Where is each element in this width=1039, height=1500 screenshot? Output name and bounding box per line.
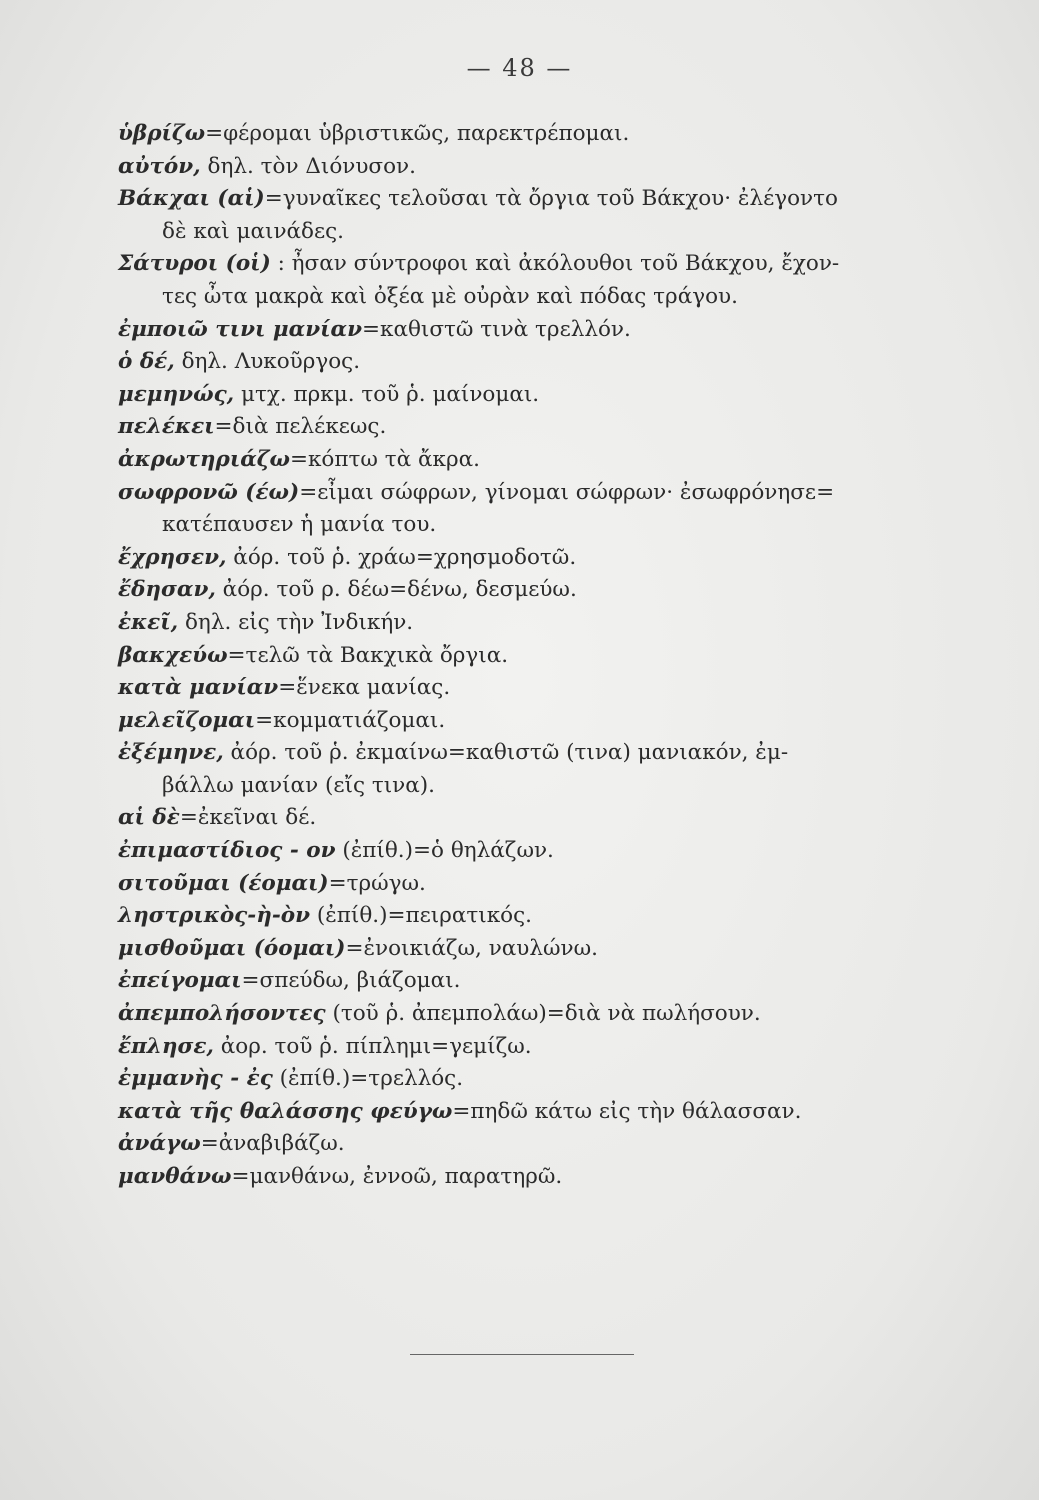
headword: ἐμμανὴς - ἐς — [118, 1066, 273, 1092]
glossary-entry — [118, 118, 974, 151]
headword: μεμηνώς, — [118, 381, 235, 407]
glossary-entry — [118, 737, 974, 802]
headword: ἀνάγω — [118, 1131, 201, 1157]
headword: Βάκχαι (αἱ) — [118, 186, 265, 212]
definition: =σπεύδω, βιάζομαι. — [241, 968, 461, 994]
headword: σιτοῦμαι (έομαι) — [118, 870, 329, 896]
glossary-entry — [118, 248, 974, 313]
headword: ἐπείγομαι — [118, 968, 242, 994]
footer-rule — [410, 1354, 634, 1355]
definition: =μανθάνω, ἐννοῶ, παρατηρῶ. — [231, 1164, 563, 1189]
headword: ἔδησαν, — [118, 577, 216, 603]
glossary-entry — [118, 900, 974, 933]
definition: δηλ. Λυκοῦργος. — [174, 349, 361, 375]
headword: ἀκρωτηριάζω — [118, 446, 290, 472]
headword: ληστρικὸς-ὴ-ὸν — [118, 903, 311, 929]
glossary-entry — [118, 640, 974, 673]
glossary-entry — [118, 933, 974, 966]
headword: σωφρονῶ (έω) — [118, 479, 300, 505]
glossary-entry — [118, 965, 974, 998]
glossary-entry — [118, 1161, 974, 1194]
glossary-entry — [118, 542, 974, 575]
definition: =κομματιάζομαι. — [255, 707, 446, 733]
definition: ἀόρ. τοῦ ρ. δέω=δένω, δεσμεύω. — [215, 577, 577, 603]
glossary-entry — [118, 705, 974, 738]
headword: ἐπιμαστίδιος - ον — [118, 838, 336, 864]
glossary-entry — [118, 835, 974, 868]
definition: =ἕνεκα μανίας. — [278, 675, 451, 701]
definition: =διὰ πελέκεως. — [214, 414, 387, 440]
headword: πελέκει — [118, 414, 215, 440]
headword: κατὰ μανίαν — [118, 675, 279, 701]
glossary-entry — [118, 411, 974, 444]
glossary-entry — [118, 151, 974, 184]
headword: βακχεύω — [118, 642, 228, 668]
definition: =τρώγω. — [328, 870, 426, 896]
definition: =φέρομαι ὑβριστικῶς, παρεκτρέπομαι. — [205, 121, 630, 146]
headword: ὁ δέ, — [118, 349, 175, 375]
glossary-entry — [118, 346, 974, 379]
headword: ἐκεῖ, — [118, 609, 179, 635]
definition: δηλ. τὸν Διόνυσον. — [200, 153, 416, 179]
headword: μανθάνω — [118, 1164, 232, 1189]
glossary-entry — [118, 379, 974, 412]
headword: ἐξέμηνε, — [118, 740, 224, 766]
headword: αὐτόν, — [118, 153, 201, 179]
glossary-entry — [118, 672, 974, 705]
definition: =πηδῶ κάτω εἰς τὴν θάλασσαν. — [452, 1098, 802, 1124]
glossary-entry — [118, 314, 974, 347]
headword: ἐμποιῶ τινι μανίαν — [118, 316, 362, 342]
glossary-entry — [118, 998, 974, 1031]
definition-continuation: τες ὦτα μακρὰ καὶ ὀξέα μὲ οὐρὰν καὶ πόδας τράγου. — [162, 283, 738, 309]
definition: =γυναῖκες τελοῦσαι τὰ ὄργια τοῦ Βάκχου· ἐλέγοντο — [264, 186, 838, 212]
definition: =ἐνοικιάζω, ναυλώνω. — [345, 935, 598, 961]
glossary-entry — [118, 868, 974, 901]
glossary-entry — [118, 607, 974, 640]
headword: ἔχρησεν, — [118, 544, 227, 570]
definition: =καθιστῶ τινὰ τρελλόν. — [362, 316, 631, 342]
headword: μελεῖζομαι — [118, 707, 256, 733]
definition: ἀορ. τοῦ ῥ. πίπλημι=γεμίζω. — [213, 1033, 532, 1059]
definition: =εἶμαι σώφρων, γίνομαι σώφρων· ἐσωφρόνησε= — [299, 479, 835, 505]
glossary-entry — [118, 1096, 974, 1129]
definition: (ἐπίθ.)=τρελλός. — [272, 1066, 464, 1092]
glossary-entry — [118, 1031, 974, 1064]
definition: =ἐκεῖναι δέ. — [179, 805, 317, 831]
glossary-list — [118, 118, 974, 1194]
definition: (ἐπίθ.)=πειρατικός. — [310, 903, 532, 929]
definition: : ἦσαν σύντροφοι καὶ ἀκόλουθοι τοῦ Βάκχου, ἔχον- — [270, 251, 840, 277]
definition-continuation: δὲ καὶ μαινάδες. — [162, 218, 345, 244]
definition: δηλ. εἰς τὴν Ἰνδικήν. — [178, 609, 414, 635]
definition: =κόπτω τὰ ἄκρα. — [289, 446, 480, 472]
glossary-entry — [118, 574, 974, 607]
headword: Σάτυροι (οἱ) — [118, 251, 271, 277]
glossary-entry — [118, 444, 974, 477]
glossary-entry — [118, 1128, 974, 1161]
glossary-entry — [118, 1063, 974, 1096]
definition: =τελῶ τὰ Βακχικὰ ὄργια. — [227, 642, 509, 668]
definition-continuation: κατέπαυσεν ἡ μανία του. — [162, 512, 437, 538]
definition: =ἀναβιβάζω. — [200, 1131, 345, 1157]
glossary-entry — [118, 183, 974, 248]
definition: (ἐπίθ.)=ὁ θηλάζων. — [335, 838, 554, 864]
headword: ἔπλησε, — [118, 1033, 214, 1059]
definition: μτχ. πρκμ. τοῦ ῥ. μαίνομαι. — [234, 381, 540, 407]
headword: ἀπεμπολήσοντες — [118, 1001, 326, 1027]
definition: ἀόρ. τοῦ ῥ. ἐκμαίνω=καθιστῶ (τινα) μανιακόν, ἐμ- — [223, 740, 789, 766]
glossary-entry — [118, 477, 974, 542]
definition: ἀόρ. τοῦ ῥ. χράω=χρησμοδοτῶ. — [226, 544, 577, 570]
definition-continuation: βάλλω μανίαν (εἴς τινα). — [162, 772, 435, 798]
definition: (τοῦ ῥ. ἀπεμπολάω)=διὰ νὰ πωλήσουν. — [325, 1001, 761, 1027]
headword: μισθοῦμαι (όομαι) — [118, 935, 346, 961]
headword: αἱ δὲ — [118, 805, 180, 831]
glossary-entry — [118, 802, 974, 835]
page-number: — 48 — — [466, 54, 573, 82]
headword: κατὰ τῆς θαλάσσης φεύγω — [118, 1098, 453, 1124]
headword: ὑβρίζω — [118, 121, 206, 146]
